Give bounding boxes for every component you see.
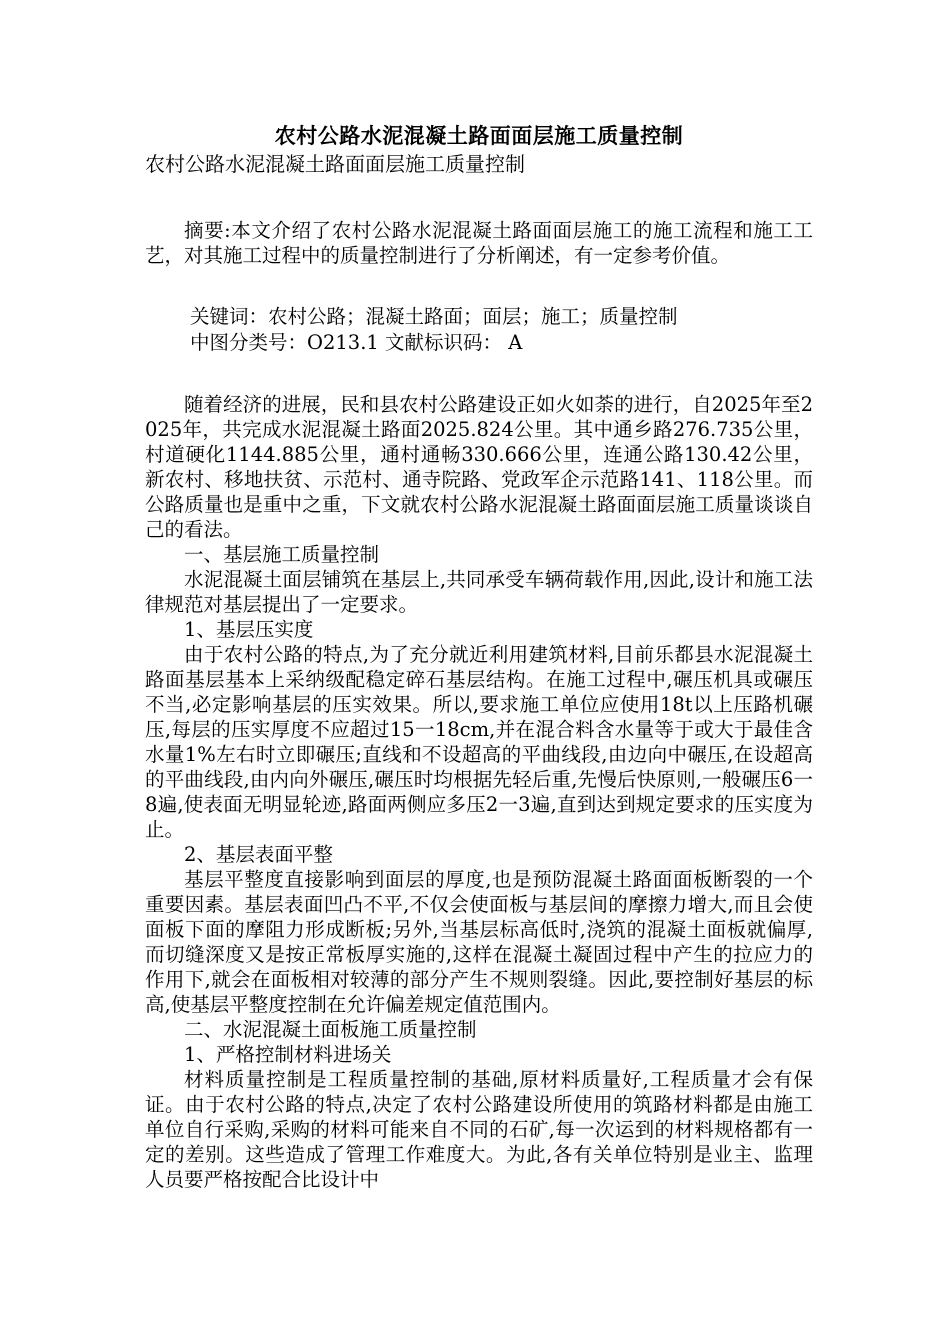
document-page: [145, 122, 813, 1192]
subsection3-paragraph: 材料质量控制是工程质量控制的基础,原材料质量好,工程质量才会有保证。由于农村公路的特点,决定了农村公路建设所使用的筑路材料都是由施工单位自行采购,采购的材料可能来自不同的石矿,每一次运到的材料规格都有一定的差别。这些造成了管理工作难度大。为此,各有关单位特别是业主、监理人员要严格按配合比设计中: [145, 1068, 813, 1191]
subsection-heading-2: 2、基层表面平整: [184, 843, 333, 866]
intro-paragraph: 随着经济的进展，民和县农村公路建设正如火如荼的进行，自2025年至2025年，共完成水泥混凝土路面2025.824公里。其中通乡路276.735公里，村道硬化1144.885公里，通村通畅330.666公里，连通公路130.42公里，新农村、移地扶贫、示范村、通寺院路、党政军企示范路141、118公里。而公路质量也是重中之重，下文就农村公路水泥混凝土路面面层施工质量谈谈自己的看法。: [145, 393, 813, 541]
document-title: 农村公路水泥混凝土路面面层施工质量控制: [274, 123, 684, 148]
spacer: [145, 356, 813, 392]
subsection1-paragraph: 由于农村公路的特点,为了充分就近利用建筑材料,目前乐都县水泥混凝土路面基层基本上采纳级配稳定碎石基层结构。在施工过程中,碾压机具或碾压不当,必定影响基层的压实效果。所以,要求施工单位应使用18t以上压路机碾压,每层的压实厚度不应超过15一18cm,并在混合料含水量等于或大于最佳含水量1%左右时立即碾压;直线和不设超高的平曲线段,由边向中碾压,在设超高的平曲线段,由内向外碾压,碾压时均根据先轻后重,先慢后快原则,一般碾压6一8遍,使表面无明显轮迹,路面两侧应多压2一3遍,直到达到规定要求的压实度为止。: [145, 643, 813, 841]
section-heading-2: 二、水泥混凝土面板施工质量控制: [184, 1018, 477, 1041]
spacer: [145, 268, 813, 304]
subsection-heading-3: 1、严格控制材料进场关: [184, 1043, 392, 1066]
subsection-heading-1: 1、基层压实度: [184, 618, 314, 641]
document-subtitle: 农村公路水泥混凝土路面面层施工质量控制: [145, 152, 525, 176]
abstract-paragraph: 摘要:本文介绍了农村公路水泥混凝土路面面层施工的施工流程和施工工艺，对其施工过程中的质量控制进行了分析阐述，有一定参考价值。: [145, 219, 813, 267]
subsection2-paragraph: 基层平整度直接影响到面层的厚度,也是预防混凝土路面面板断裂的一个重要因素。基层表面凹凸不平,不仅会使面板与基层间的摩擦力增大,而且会使面板下面的摩阻力形成断板;另外,当基层标高低时,浇筑的混凝土面板就偏厚,而切缝深度又是按正常板厚实施的,这样在混凝土凝固过程中产生的拉应力的作用下,就会在面板相对较薄的部分产生不规则裂缝。因此,要控制好基层的标高,使基层平整度控制在允许偏差规定值范围内。: [145, 868, 813, 1016]
section-heading-1: 一、基层施工质量控制: [184, 543, 380, 566]
spacer: [145, 178, 813, 218]
classification-line: 中图分类号：O213.1 文献标识码： A: [190, 331, 523, 354]
section1-paragraph: 水泥混凝土面层铺筑在基层上,共同承受车辆荷载作用,因此,设计和施工法律规范对基层提出了一定要求。: [145, 568, 813, 616]
keywords-line: 关键词：农村公路；混凝土路面；面层；施工；质量控制: [190, 305, 678, 328]
